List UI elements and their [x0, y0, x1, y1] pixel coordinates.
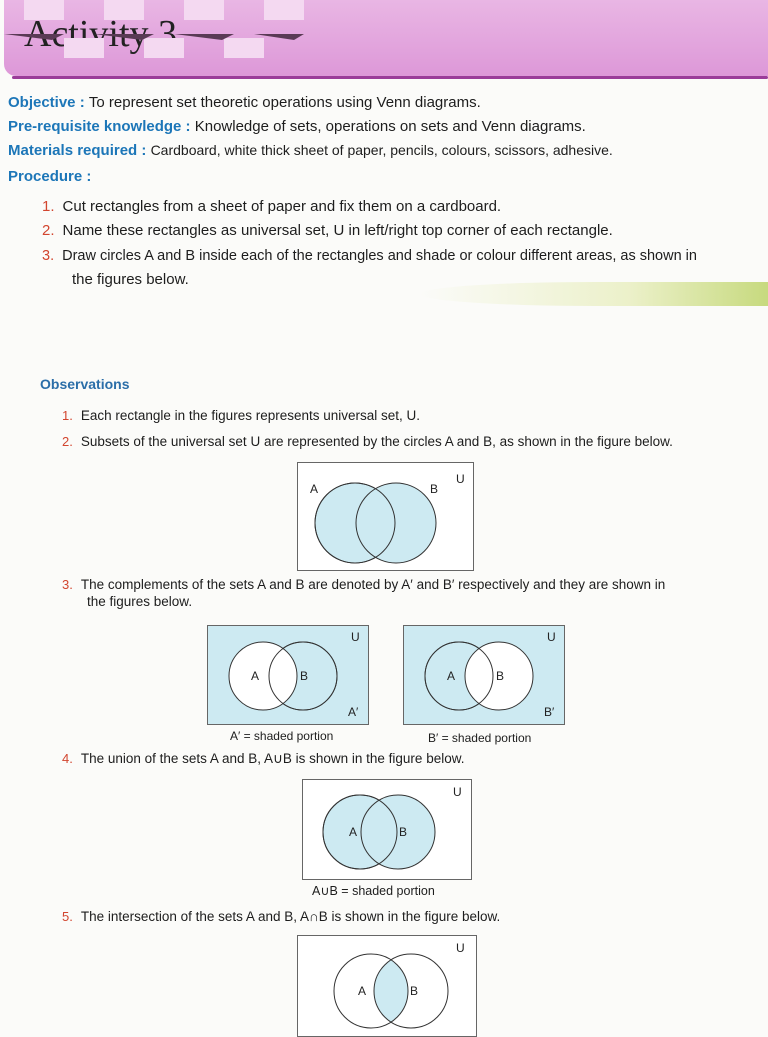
venn-intersection: [297, 935, 477, 1037]
label-a: A: [251, 669, 260, 683]
observation-item: 5. The intersection of the sets A and B, A∩B is shown in the figure below.: [62, 909, 501, 924]
procedure-step: 2. Name these rectangles as universal set, U in left/right top corner of each rectangle.: [42, 222, 613, 239]
caption-union: A∪B = shaded portion: [312, 884, 435, 898]
label-a: A: [447, 669, 456, 683]
caption-b-complement: B′ = shaded portion: [428, 731, 532, 745]
objective-label: Objective: [8, 94, 76, 111]
banner-pattern: [4, 0, 304, 76]
procedure-heading: Procedure :: [8, 168, 92, 185]
observation-item-continued: the figures below.: [87, 594, 193, 609]
procedure-step-continued: the figures below.: [72, 271, 189, 288]
observation-item: 3. The complements of the sets A and B are denoted by A′ and B′ respectively and they are shown in: [62, 577, 666, 592]
label-b: B: [496, 669, 505, 683]
header-banner: [4, 0, 768, 76]
observation-item: 2. Subsets of the universal set U are represented by the circles A and B, as shown in the figure below.: [62, 434, 673, 449]
label-u: U: [456, 941, 465, 955]
materials-label: Materials required: [8, 142, 138, 159]
page-title: Activity 3: [24, 13, 178, 55]
label-b: B: [399, 825, 408, 839]
venn-a-complement: [207, 625, 369, 725]
observation-item: 4. The union of the sets A and B, A∪B is shown in the figure below.: [62, 751, 465, 766]
procedure-step: 3. Draw circles A and B inside each of the rectangles and shade or colour different areas, as shown in: [42, 248, 697, 264]
observations-title: Observations: [40, 376, 130, 392]
procedure-label: Procedure: [8, 168, 83, 185]
materials-text: Cardboard, white thick sheet of paper, pencils, colours, scissors, adhesive.: [150, 142, 613, 158]
observation-item: 1. Each rectangle in the figures represents universal set, U.: [62, 408, 421, 423]
label-a: A: [349, 825, 358, 839]
venn-basic: [297, 462, 474, 571]
label-b: B: [300, 669, 309, 683]
banner-underline: [12, 76, 768, 79]
caption-a-complement: A′ = shaded portion: [230, 729, 334, 743]
label-b: B: [430, 482, 439, 496]
venn-union: [302, 779, 472, 880]
prereq-label: Pre-requisite knowledge: [8, 118, 182, 135]
objective-text: To represent set theoretic operations using Venn diagrams.: [88, 94, 481, 111]
label-u: U: [351, 630, 360, 644]
label-b-complement: B′: [544, 705, 555, 719]
prereq-line: Pre-requisite knowledge : Knowledge of sets, operations on sets and Venn diagrams.: [8, 118, 586, 135]
materials-line: Materials required : Cardboard, white thick sheet of paper, pencils, colours, scissors, adhesive.: [8, 142, 613, 159]
prereq-text: Knowledge of sets, operations on sets and Venn diagrams.: [194, 118, 586, 135]
procedure-step: 1. Cut rectangles from a sheet of paper and fix them on a cardboard.: [42, 198, 502, 215]
label-b: B: [410, 984, 419, 998]
decorative-swoosh: [420, 282, 768, 306]
label-u: U: [456, 472, 465, 486]
label-u: U: [453, 785, 462, 799]
label-a-complement: A′: [348, 705, 359, 719]
label-a: A: [310, 482, 319, 496]
objective-line: Objective : To represent set theoretic operations using Venn diagrams.: [8, 94, 481, 111]
label-u: U: [547, 630, 556, 644]
label-a: A: [358, 984, 367, 998]
venn-b-complement: [403, 625, 565, 725]
